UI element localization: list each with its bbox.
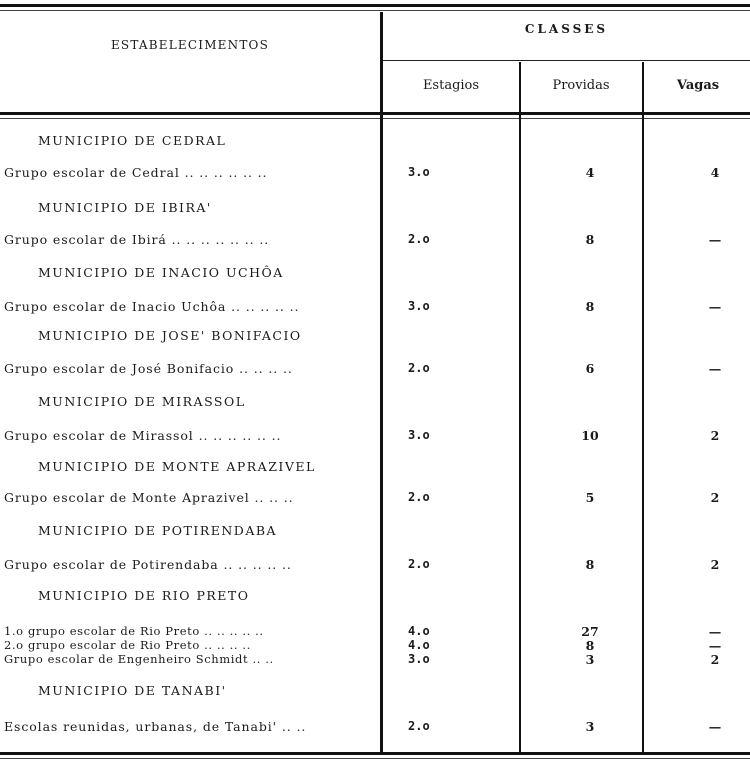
municipality-heading-row	[0, 683, 750, 703]
establishment-name: Grupo escolar de Inacio Uchôa .. .. .. .. ..	[4, 299, 300, 314]
header-vagas: Vagas	[676, 78, 720, 93]
bottom-rule-thin	[0, 758, 750, 759]
municipality-heading-row	[0, 523, 750, 543]
top-rule-thin	[0, 10, 750, 11]
estagios-cell: 2.o	[408, 557, 430, 571]
providas-cell: 6	[585, 361, 595, 376]
table-row	[0, 652, 750, 672]
municipality-heading: MUNICIPIO DE JOSE' BONIFACIO	[38, 328, 302, 343]
establishment-name: 2.o grupo escolar de Rio Preto .. .. .. ..	[4, 638, 251, 652]
estagios-cell: 3.o	[408, 428, 430, 442]
header-providas: Providas	[552, 78, 610, 93]
header-classes: CLASSES	[524, 22, 609, 36]
municipality-heading: MUNICIPIO DE RIO PRETO	[38, 588, 250, 603]
estagios-cell: 3.o	[408, 299, 430, 313]
municipality-heading-row	[0, 265, 750, 285]
municipality-heading-row	[0, 133, 750, 153]
providas-cell: 8	[585, 299, 595, 314]
estagios-cell: 3.o	[408, 652, 430, 666]
municipality-heading-row	[0, 328, 750, 348]
classes-divider	[383, 60, 750, 61]
header-estagios: Estagios	[422, 78, 480, 93]
estagios-cell: 2.o	[408, 232, 430, 246]
vagas-cell: —	[708, 624, 722, 639]
estagios-cell: 2.o	[408, 490, 430, 504]
providas-cell: 8	[585, 557, 595, 572]
establishment-name: Grupo escolar de Cedral .. .. .. .. .. ..	[4, 165, 268, 180]
providas-cell: 8	[585, 638, 595, 653]
header-establishments: ESTABELECIMENTOS	[110, 38, 270, 52]
table-row	[0, 232, 750, 252]
providas-cell: 5	[585, 490, 595, 505]
header-rule	[0, 112, 750, 115]
establishment-name: Escolas reunidas, urbanas, de Tanabi' .. ..	[4, 719, 307, 734]
establishment-name: Grupo escolar de José Bonifacio .. .. .. ..	[4, 361, 293, 376]
municipality-heading-row	[0, 394, 750, 414]
municipality-heading: MUNICIPIO DE POTIRENDABA	[38, 523, 278, 538]
establishment-name: Grupo escolar de Ibirá .. .. .. .. .. .. ..	[4, 232, 270, 247]
vagas-cell: —	[708, 719, 722, 734]
establishment-name: Grupo escolar de Monte Aprazivel .. .. ..	[4, 490, 294, 505]
vagas-cell: 4	[710, 165, 720, 180]
municipality-heading-row	[0, 200, 750, 220]
estagios-cell: 3.o	[408, 165, 430, 179]
table-row	[0, 299, 750, 319]
vagas-cell: 2	[710, 652, 720, 667]
establishment-name: 1.o grupo escolar de Rio Preto .. .. .. .. ..	[4, 624, 264, 638]
municipality-heading: MUNICIPIO DE IBIRA'	[38, 200, 212, 215]
bottom-rule	[0, 752, 750, 755]
providas-cell: 10	[581, 428, 599, 443]
providas-cell: 4	[585, 165, 595, 180]
vagas-cell: —	[708, 361, 722, 376]
table-row	[0, 428, 750, 448]
vagas-cell: —	[708, 299, 722, 314]
table-row	[0, 719, 750, 739]
vagas-cell: —	[708, 638, 722, 653]
providas-cell: 8	[585, 232, 595, 247]
table-row	[0, 361, 750, 381]
providas-cell: 3	[585, 719, 595, 734]
municipality-heading: MUNICIPIO DE MIRASSOL	[38, 394, 246, 409]
municipality-heading: MUNICIPIO DE TANABI'	[38, 683, 227, 698]
estagios-cell: 4.o	[408, 638, 430, 652]
estagios-cell: 2.o	[408, 719, 430, 733]
municipality-heading-row	[0, 588, 750, 608]
establishment-name: Grupo escolar de Engenheiro Schmidt .. ..	[4, 652, 274, 666]
municipality-heading: MUNICIPIO DE CEDRAL	[38, 133, 227, 148]
municipality-heading: MUNICIPIO DE INACIO UCHÔA	[38, 265, 284, 280]
providas-cell: 27	[581, 624, 599, 639]
establishment-name: Grupo escolar de Potirendaba .. .. .. .. ..	[4, 557, 292, 572]
municipality-heading: MUNICIPIO DE MONTE APRAZIVEL	[38, 459, 316, 474]
estagios-cell: 4.o	[408, 624, 430, 638]
table-row	[0, 490, 750, 510]
table-row	[0, 557, 750, 577]
vagas-cell: —	[708, 232, 722, 247]
providas-cell: 3	[585, 652, 595, 667]
estagios-cell: 2.o	[408, 361, 430, 375]
establishment-name: Grupo escolar de Mirassol .. .. .. .. .. ..	[4, 428, 282, 443]
municipality-heading-row	[0, 459, 750, 479]
vagas-cell: 2	[710, 557, 720, 572]
top-rule	[0, 4, 750, 7]
header-rule-thin	[0, 118, 750, 119]
vagas-cell: 2	[710, 490, 720, 505]
table-row	[0, 165, 750, 185]
vagas-cell: 2	[710, 428, 720, 443]
